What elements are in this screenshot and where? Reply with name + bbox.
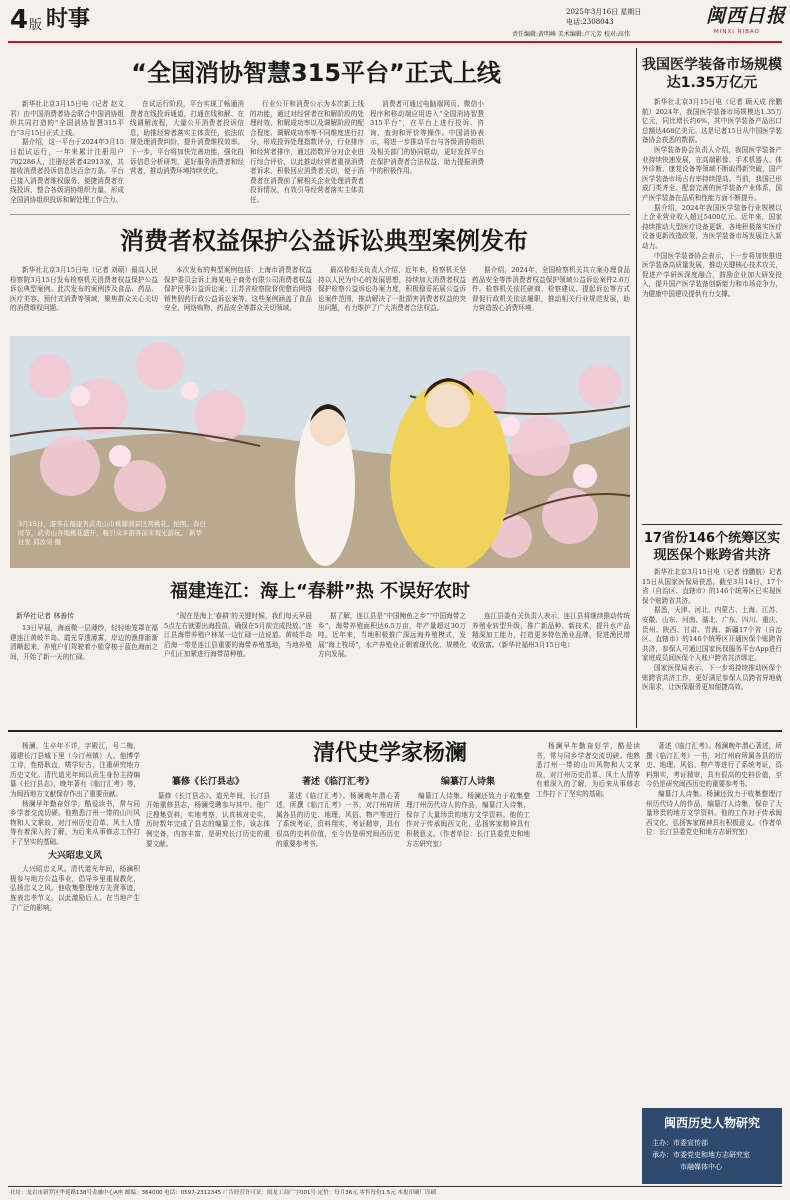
article1-col3 [250, 100, 364, 212]
article-title-315-platform: “全国消协智慧315平台”正式上线 [131, 59, 501, 87]
article3-paragraph: 13日早晨，海面微一层薄纱，轻轻地笼罩在福建连江黄岐半岛。霞光穿透薄雾，岸边的渔排渐渐清晰起来，养殖户们驾驶着小船穿梭于蓝色海面之间，开始了新一天的忙碌。 [10, 624, 158, 661]
column-banner [642, 1108, 782, 1184]
article4-paragraph: 医学装备协会负责人介绍，我国医学装备产业持续快速发展，在高端影像、手术机器人、体外诊断、康复设备等领域不断取得新突破，国产医学装备市场占有率持续提高。当前，我国已形成门类齐全、配套完善的医学装备产业体系，国产医学装备在品质和性能方面不断提升。 [642, 145, 782, 202]
masthead [0, 0, 790, 44]
article2-col4 [472, 266, 630, 332]
article4-paragraph: 中国医学装备协会表示，下一步将加快推进医学装备高质量发展，推动关键核心技术攻关，促进产学研医深度融合，鼓励企业加大研发投入，提升国产医学装备创新能力和市场竞争力，为健康中国建设提供有力支撑。 [642, 251, 782, 298]
article1-col2 [130, 100, 244, 212]
section-name: 时事 [46, 7, 91, 32]
article4-body [642, 98, 782, 520]
article3-paragraph: “现在是海上‘春耕’的关键时候，我们每天早晨5点左右就要出海投苗，确保在5月前完成投放。”连江县海带养殖户林某一边忙碌一边说道。黄岐半岛沿海一带是连江县重要的海带养殖基地，当地养殖户们正加紧进行海带苗种植。 [164, 612, 312, 659]
article-title-lianjiang: 福建连江：海上“春耕”热 不误好农时 [170, 581, 470, 602]
paper-logo-tagline: MINXI RIBAO [714, 29, 760, 35]
article6-paragraph: 纂修《长汀县志》。道光年间，长汀县开始重修县志，杨澜受聘参与其中。他广泛搜集资料，实地考察，认真核对史实，历时数年完成了县志的编纂工作。该志体例完备，内容丰富，是研究长汀历史的重要文献。 [146, 791, 270, 848]
article6-col6 [646, 742, 782, 1106]
article5-paragraph: 国家医保局表示，下一步将持续推动医保个账跨省共济工作，更好满足参保人员跨省异地就医需求，让医保服务更加便捷高效。 [642, 663, 782, 692]
article2-paragraph: 本次发布的典型案例包括：上海市消费者权益保护委员会诉上海某电子商务有限公司消费者权益保护民事公益诉讼案；江苏省检察院督促整治网络销售假药行政公益诉讼案等。这些案例涵盖了食品安全、网络购物、药品安全等群众关切领域。 [164, 266, 312, 313]
masthead-rule [8, 41, 782, 43]
article1-paragraph: 在试运行阶段，平台实现了畅通消费者在线投诉通道，打通在线和解、在线调解流程，大量公开消费者投诉信息，助推经营者落实主体责任，依法依规处理消费纠纷，提升消费维权效率。下一步，平台将加快完善功能，强化投诉信息分析研判，更好服务消费者和经营者，推动消费环境持续优化。 [130, 100, 244, 176]
divider [642, 524, 782, 525]
article1-col4 [370, 100, 484, 212]
article3-col4 [472, 612, 630, 724]
date-line: 2025年3月16日 星期日 [566, 8, 642, 16]
column-banner-host: 主办：市委宣传部 [652, 1139, 708, 1147]
article6-paragraph: 著述《临汀汇考》。杨澜晚年潜心著述，所撰《临汀汇考》一书，对汀州府所属各县的历史、地理、风俗、物产等进行了系统考证，资料翔实，考证精审，具有很高的史料价值，至今仍是研究闽西历史的重要参考书。 [276, 791, 400, 848]
divider [10, 214, 630, 215]
footer-rule [8, 1186, 782, 1187]
subheading: 编纂汀人诗集 [440, 777, 495, 787]
article6-paragraph: 杨澜早年勤奋好学，酷爱读书，常与同乡学者交流切磋。他熟悉汀州一带的山川风物和人文掌故，对汀州历史沿革、风土人情等有着深入的了解，为后来从事修志工作打下了坚实的基础。 [536, 742, 640, 798]
article1-paragraph: 新华社北京3月15日电（记者 赵文君）由中国消费者协会联合中国消协组织共同打造的“全国消协智慧315平台”3月15日正式上线。 [10, 100, 124, 137]
column-banner-co: 承办：市委党史和地方志研究室 [652, 1151, 750, 1159]
article1-paragraph: 消费者可通过电脑端网页、微信小程序和移动端应用进入“全国消协智慧315平台”，在平台上进行投诉、咨询、查询和评价等操作。中国消协表示，将进一步推动平台与各级消协组织及相关部门的协同联动，更好发挥平台在保护消费者合法权益、助力提振消费中的积极作用。 [370, 100, 484, 176]
article2-paragraph: 最高检相关负责人介绍，近年来，检察机关坚持以人民为中心的发展思想，持续加大消费者权益保护检察公益诉讼办案力度，积极稳妥拓展公益诉讼案件范围，推动解决了一批损害消费者权益的突出问题，有力维护了广大消费者合法权益。 [318, 266, 466, 313]
peach-blossom-photo [10, 336, 630, 568]
phone-line: 电话:2308043 [566, 18, 614, 26]
footer-info: 社址：龙岩市新罗区华莲路138号金融中心A座 邮编：364000 电话：0597-2312345 广告经营许可证：闽龙工商广字001号 定价：每月36元 零售每份1.5元 本报印刷厂印刷 [10, 1190, 436, 1196]
article6-col1 [10, 742, 140, 1182]
subheading: 纂修《长汀县志》 [171, 777, 244, 787]
column-divider [636, 48, 637, 728]
article6-paragraph: 大兴昭忠义风。清代道光年间，杨澜积极参与地方公益事业，倡导乡里重视教化，弘扬忠义之风。他收集整理地方先贤事迹，旌表忠孝节义，以此激励后人，在当地产生了广泛的影响。 [10, 865, 140, 912]
article6-col5 [536, 742, 640, 1112]
article1-paragraph: 据介绍，这一平台于2024年3月15日起试运行，一年来累计注册用户702286人，注册经营者42913家，共接收消费者投诉信息达百余万条。平台已接入消费者维权服务，便捷消费者在线投诉，整合各级消协组织力量，形成全国消协组织投诉和解处理工作合力。 [10, 138, 124, 204]
article1-paragraph: 行业公开和消费公示为本次新上线的功能，通过对经营者在和解阶段的处理时效、和解成功率以及调解阶段的配合程度、调解成功率等不同维度进行打分，形成投诉处理指数评分，行业排序和经营者排序，通过指数评分对企业进行综合评价，以此推动经营者重视消费者诉求、积极回应消费者关切，便于消费者在消费前了解相关企业处理消费者投诉情况，有效引导经营者落实主体责任。 [250, 100, 364, 204]
paper-logo: 闽西日报 [706, 5, 787, 27]
column-banner-co2: 市融媒体中心 [680, 1163, 722, 1171]
editor-line: 责任编辑:黄明峰 美术编辑:卢元芳 校对:高伟 [512, 31, 630, 38]
article6-paragraph: 著述《临汀汇考》。杨澜晚年潜心著述，所撰《临汀汇考》一书，对汀州府所属各县的历史、地理、风俗、物产等进行了系统考证，资料翔实，考证精审，具有很高的史料价值，至今仍是研究闽西历史的重要参考书。 [646, 742, 782, 789]
article5-paragraph: 新华社北京3月15日电（记者 徐鹏航）记者15日从国家医保局获悉，截至3月14日，17个省（自治区、直辖市）的146个统筹区已实现医保个账跨省共济。 [642, 568, 782, 605]
article2-paragraph: 新华社北京3月15日电（记者 刘硕）最高人民检察院3月15日发布检察机关消费者权益保护公益诉讼典型案例。此次发布的案例涉及食品、药品、医疗美容、预付式消费等领域，聚焦群众关心关切的消费维权问题。 [10, 266, 158, 313]
article-title-consumer-rights: 消费者权益保护公益诉讼典型案例发布 [120, 227, 528, 255]
article4-paragraph: 据介绍，2024年我国医学装备行业规模以上企业营业收入超过5400亿元。近年来，国家持续推动大型医疗设备更新，各地积极落实医疗设备更新改造政策，为医学装备市场发展注入新动力。 [642, 203, 782, 250]
subheading: 著述《临汀汇考》 [301, 777, 374, 787]
photo-caption: 3月15日，游客在福建省武夷山市桃源洞景区赏桃花、拍照。春日时节，武夷山各地桃花盛开，吸引众多游客前来观光游玩。 新华社发 邱汝泉 摄 [18, 520, 206, 546]
subheading: 大兴昭忠义风 [47, 850, 102, 861]
article6-col2 [146, 774, 270, 1182]
article3-col1 [10, 624, 158, 724]
article-title-yang-lan: 清代史学家杨澜 [312, 741, 467, 766]
article6-paragraph: 编纂汀人诗集。杨澜还致力于收集整理汀州历代诗人的作品，编纂汀人诗集，保存了大量珍贵的地方文学资料。他的工作对于传承闽西文化、弘扬客家精神具有积极意义。（作者单位：长汀县委党史和地方志研究室） [646, 789, 782, 837]
article2-col2 [164, 266, 312, 332]
article5-paragraph: 据悉，天津、河北、内蒙古、上海、江苏、安徽、山东、河南、湖北、广东、四川、重庆、贵州、陕西、甘肃、青海、新疆17个省（自治区、直辖市）的146个统筹区开通医保个账跨省共济，参保人可通过国家医保服务平台App进行家庭成员间医保个人账户跨省共济绑定。 [642, 606, 782, 663]
byline: 新华社记者 林善传 [16, 612, 75, 620]
article5-body [642, 568, 782, 724]
article3-col3 [318, 612, 466, 724]
article3-paragraph: 连江县委有关负责人表示，连江县将继续推动传统养殖业转型升级，推广新品种、新技术，提升水产品精深加工能力，打造更多特色渔业品牌，促进渔民增收致富。（新华社福州3月15日电） [472, 612, 630, 649]
article4-paragraph: 新华社北京3月15日电（记者 顾天成 徐鹏航）2024年，我国医学装备市场规模达1.35万亿元，同比增长约6%，其中医学装备产品出口总额达468亿美元。这是记者15日从中国医学装备协会获悉的数据。 [642, 98, 782, 145]
article1-col1 [10, 100, 124, 212]
article-title-medical-equipment: 我国医学装备市场规模达1.35万亿元 [642, 57, 782, 91]
article6-col3 [276, 774, 400, 1182]
page-unit: 版 [29, 18, 43, 33]
article-title-medical-insurance: 17省份146个统筹区实现医保个账跨省共济 [643, 531, 781, 563]
article2-col3 [318, 266, 466, 332]
article6-paragraph: 编纂汀人诗集。杨澜还致力于收集整理汀州历代诗人的作品，编纂汀人诗集，保存了大量珍贵的地方文学资料。他的工作对于传承闽西文化、弘扬客家精神具有积极意义。（作者单位：长汀县委党史和地方志研究室） [406, 791, 530, 848]
column-banner-title: 闽西历史人物研究 [663, 1116, 760, 1130]
page-number: 4 [10, 5, 29, 35]
article6-paragraph: 杨澜，生卒年不详，字殿江，号二梅，福建长汀县城下里（今汀州镇）人。他博学工诗，性格耿直，嗜学好古，注重研究地方历史文化。清代道光年间以贡生身份主持编纂《长汀县志》，晚年著有《临汀汇考》等，为闽西地方文献保存作出了重要贡献。 [10, 742, 140, 798]
article6-paragraph: 杨澜早年勤奋好学，酷爱读书，常与同乡学者交流切磋。他熟悉汀州一带的山川风物和人文掌故，对汀州历史沿革、风土人情等有着深入的了解，为后来从事修志工作打下了坚实的基础。 [10, 799, 140, 846]
section-divider [8, 730, 782, 732]
article3-paragraph: 据了解，连江县是“中国鲍鱼之乡”“中国海带之乡”，海带养殖面积达6.5万亩，年产量超过30万吨。近年来，当地积极推广深远海养殖模式，发展“海上牧场”，水产养殖业正朝着现代化、规模化方向发展。 [318, 612, 466, 659]
article2-paragraph: 据介绍，2024年，全国检察机关共立案办理食品药品安全等涉消费者权益保护领域公益诉讼案件2.6万件。检察机关依托磋商、检察建议、提起诉讼等方式督促行政机关依法履职，推动相关行业规范发展，助力营造放心消费环境。 [472, 266, 630, 313]
article2-col1 [10, 266, 158, 332]
article3-col2 [164, 612, 312, 724]
article6-col4 [406, 774, 530, 1182]
